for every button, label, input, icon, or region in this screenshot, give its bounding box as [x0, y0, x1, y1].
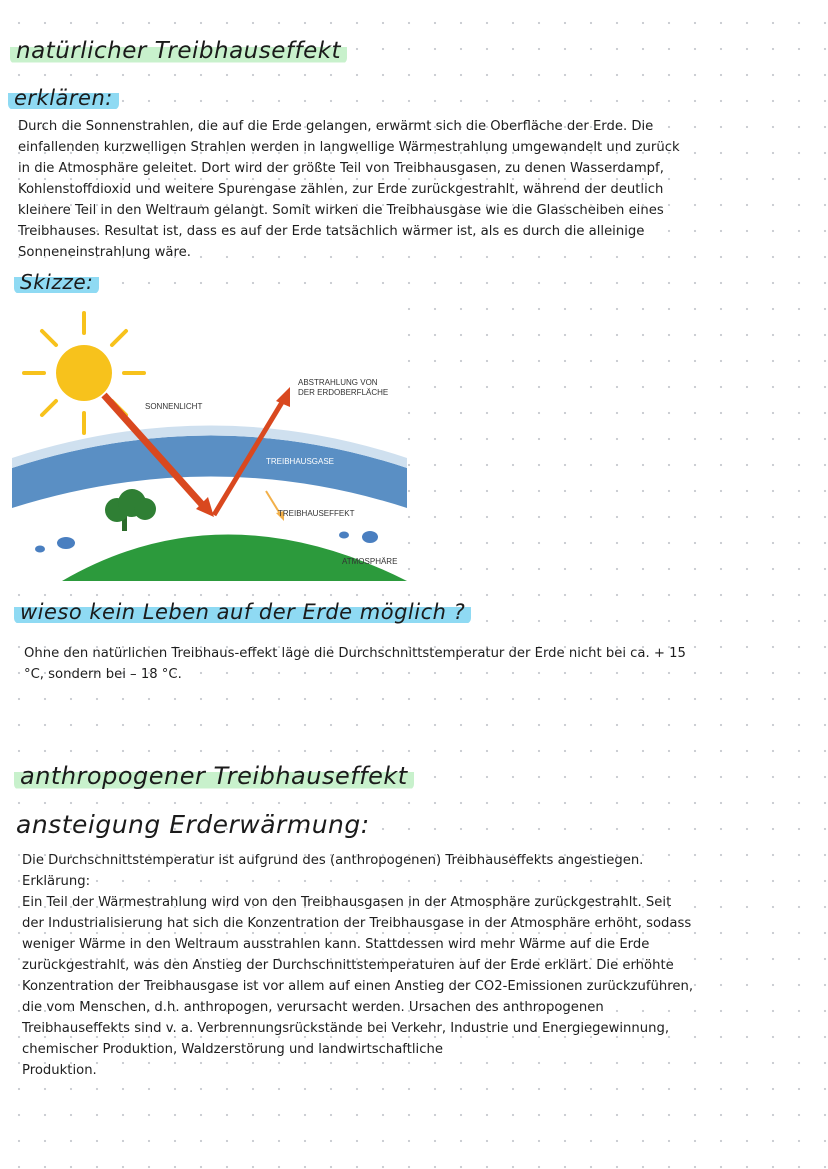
label-greenhouse-gases: TREIBHAUSGASE — [266, 457, 335, 466]
label-greenhouse-effect: TREIBHAUSEFFEKT — [278, 509, 355, 518]
greenhouse-diagram — [12, 303, 407, 581]
label-radiation-line2: DER ERDOBERFLÄCHE — [298, 388, 389, 397]
explain-heading-text: erklären: — [8, 86, 119, 110]
label-sunlight: SONNENLICHT — [145, 402, 203, 411]
explain-heading — [8, 86, 119, 110]
section-title-anthropogenic-text: anthropogener Treibhauseffekt — [14, 762, 414, 790]
question-heading — [14, 600, 471, 624]
explain-paragraph: Durch die Sonnenstrahlen, die auf die Erde gelangen, erwärmt sich die Oberfläche der Erde. Die einfallenden kurzwelligen Strahlen werden in langwellige Wärmestrahlung umgewandelt und zurück in die Atmosphäre geleitet. Dort wird der größte Teil von Treibhausgasen, zu denen Wasserdampf, Kohlenstoffdioxid und weitere Spurengase zählen, zur Erde zurückgestrahlt, während der deutlich kleinere Teil in den Weltraum gelangt. Somit wirken die Treibhausgase wie die Glasscheiben eines Treibhauses. Resultat ist, dass es auf der Erde tatsächlich wärmer ist, als es durch die alleinige Sonneneinstrahlung wäre. — [18, 119, 680, 260]
section-title-natural — [10, 38, 347, 64]
label-atmosphere: ATMOSPHÄRE — [342, 557, 398, 566]
anthropogenic-paragraph: Die Durchschnittstemperatur ist aufgrund des (anthropogenen) Treibhauseffekts angestiegen. Erklärung: Ein Teil der Wärmestrahlung wird von den Treibhausgasen in der Atmosphäre zurückgestrahlt. Seit der Industrialisierung hat sich die Konzentration der Treibhausgase in der Atmosphäre erhöht, sodass weniger Wärme in den Weltraum ausstrahlen kann. Stattdessen wird mehr Wärme auf die Erde zurückgestrahlt, was den Anstieg der Durchschnittstemperaturen auf der Erde erklärt. Die erhöhte Konzentration der Treibhausgase ist vor allem auf einen Anstieg der CO2-Emissionen zurückzuführen, die vom Menschen, d.h. anthropogen, verursacht werden. Ursachen des anthropogenen Treibhauseffekts sind v. a. Verbrennungsrückstände bei Verkehr, Industrie und Energiegewinnung, chemischer Produktion, Waldzerstörung und landwirtschaftliche Produktion. — [22, 853, 694, 1078]
sketch-heading-text: Skizze: — [14, 270, 99, 294]
sketch-heading — [14, 270, 99, 294]
section-title-anthropogenic — [14, 762, 414, 790]
question-paragraph: Ohne den natürlichen Treibhaus-effekt läge die Durchschnittstemperatur der Erde nicht bei ca. + 15 °C, sondern bei – 18 °C. — [24, 646, 686, 682]
question-heading-text: wieso kein Leben auf der Erde möglich ? — [14, 600, 471, 624]
label-radiation-line1: ABSTRAHLUNG VON — [298, 378, 378, 387]
section-title-natural-text: natürlicher Treibhauseffekt — [10, 38, 347, 64]
warming-subheading: ansteigung Erderwärmung: — [16, 810, 370, 839]
